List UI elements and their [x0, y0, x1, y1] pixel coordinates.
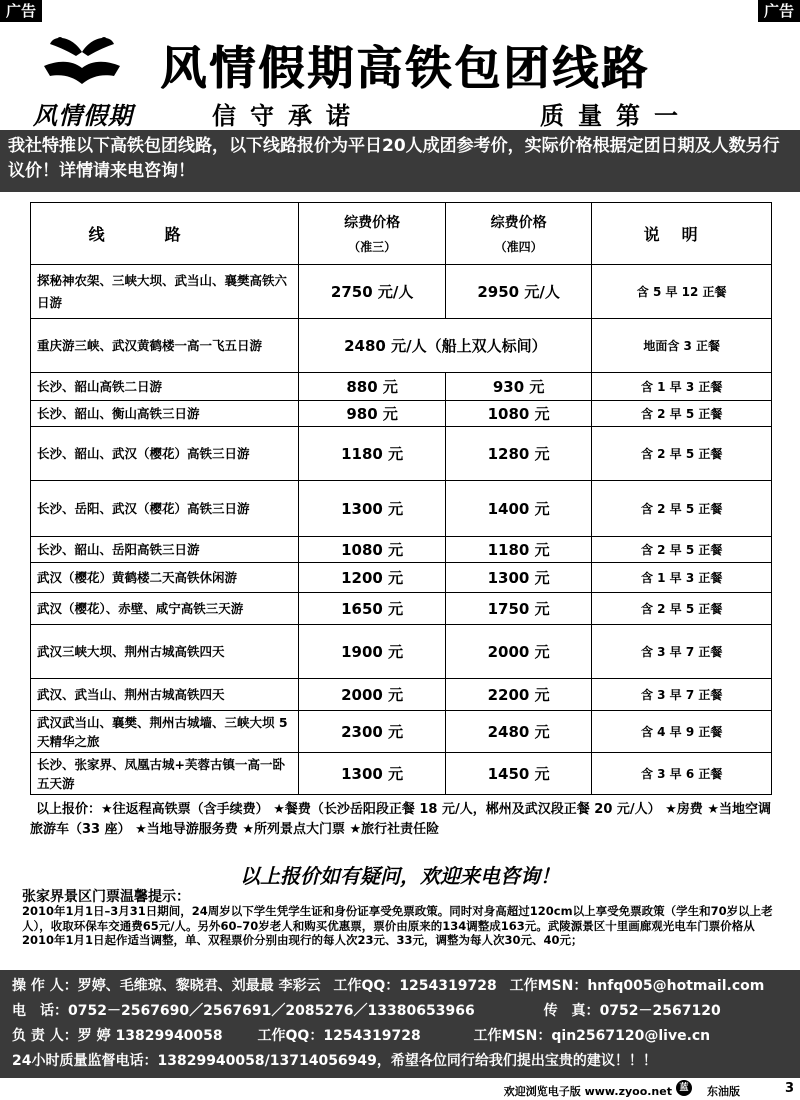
table-row: [31, 481, 772, 537]
note-cell: 地面含 3 正餐: [592, 319, 772, 373]
price3-cell: 1300 元: [299, 481, 445, 537]
route-cell: 重庆游三峡、武汉黄鹤楼一高一飞五日游: [31, 319, 299, 373]
route-cell: 长沙、韶山、岳阳高铁三日游: [31, 537, 299, 563]
qq-number: 1254319728: [399, 978, 497, 994]
route-cell: 长沙、韶山、武汉（樱花）高铁三日游: [31, 427, 299, 481]
msn-address: hnfq005@hotmail.com: [587, 978, 765, 994]
price3-cell: 1080 元: [299, 537, 445, 563]
table-row: [31, 401, 772, 427]
note-cell: 含 2 早 5 正餐: [592, 401, 772, 427]
table-row: [31, 753, 772, 795]
price-merged-cell: 2480 元/人（船上双人标间）: [299, 319, 592, 373]
includes-text: ★往返程高铁票（含手续费） ★餐费（长沙岳阳段正餐 18 元/人，郴州及武汉段正餐 20 元/人） ★房费 ★当地空调旅游车（33 座） ★当地导游服务费 ★所列景点大门票 ★旅行社责任险: [30, 802, 771, 837]
route-cell: 长沙、韶山高铁二日游: [31, 373, 299, 401]
price3-cell: 1650 元: [299, 593, 445, 625]
note-cell: 含 3 早 6 正餐: [592, 753, 772, 795]
contact-panel: [0, 970, 800, 1078]
contact-row-manager: 负 责 人：罗 婷 13829940058 工作QQ：1254319728 工作MSN：qin2567120@live.cn: [12, 1028, 711, 1044]
price3-cell: 2000 元: [299, 679, 445, 711]
price3-cell: 1200 元: [299, 563, 445, 593]
qq-number: 1254319728: [323, 1028, 421, 1044]
price4-cell: 1750 元: [445, 593, 591, 625]
price-table: [30, 202, 772, 795]
note-header: 说明: [592, 203, 772, 265]
website-text: 欢迎浏览电子版 www.zyoo.net: [503, 1085, 672, 1098]
note-cell: 含 4 早 9 正餐: [592, 711, 772, 753]
ad-label-left: 广告: [0, 0, 42, 22]
includes-list: [30, 800, 772, 840]
contact-row-phone: 电 话：0752－2567690／2567691／2085276／13380653966 传 真：0752－2567120: [12, 1003, 721, 1019]
note-cell: 含 2 早 5 正餐: [592, 481, 772, 537]
price4-cell: 1280 元: [445, 427, 591, 481]
brand-logo-text: 风情假期: [33, 101, 133, 130]
includes-lead: 以上报价：: [36, 802, 102, 817]
note-cell: 含 2 早 5 正餐: [592, 593, 772, 625]
note-cell: 含 3 早 7 正餐: [592, 679, 772, 711]
note-cell: 含 1 早 3 正餐: [592, 563, 772, 593]
page-title: 风情假期高铁包团线路: [160, 41, 650, 95]
route-cell: 探秘神农架、三峡大坝、武当山、襄樊高铁六日游: [31, 265, 299, 319]
edition-label: 东油版: [707, 1085, 740, 1098]
table-row: [31, 593, 772, 625]
price3-cell: 980 元: [299, 401, 445, 427]
contact-row-operators: 操 作 人：罗婷、毛维琼、黎晓君、刘最最 李彩云 工作QQ：1254319728 工作MSN：hnfq005@hotmail.com: [12, 978, 765, 994]
table-row: [31, 711, 772, 753]
route-header: 线路: [31, 203, 299, 265]
price4-cell: 2950 元/人: [445, 265, 591, 319]
price4-cell: 2480 元: [445, 711, 591, 753]
table-row: [31, 679, 772, 711]
note-cell: 含 2 早 5 正餐: [592, 427, 772, 481]
table-row: [31, 563, 772, 593]
ad-label-right: 广告: [758, 0, 800, 22]
header: [0, 18, 800, 130]
msn-address: qin2567120@live.cn: [551, 1028, 711, 1044]
route-cell: 长沙、岳阳、武汉（樱花）高铁三日游: [31, 481, 299, 537]
handshake-butterfly-icon: [36, 30, 128, 92]
table-row: [31, 537, 772, 563]
slogan-right: 质量第一: [540, 102, 692, 130]
price4-cell: 1300 元: [445, 563, 591, 593]
fax-number: 0752－2567120: [599, 1003, 721, 1019]
price4-cell: 2000 元: [445, 625, 591, 679]
price4-cell: 1180 元: [445, 537, 591, 563]
price3-cell: 1300 元: [299, 753, 445, 795]
manager: 罗 婷 13829940058: [77, 1028, 223, 1044]
table-row: [31, 427, 772, 481]
route-cell: 长沙、韶山、衡山高铁三日游: [31, 401, 299, 427]
route-cell: 武汉（樱花）黄鹤楼二天高铁休闲游: [31, 563, 299, 593]
price4-cell: 1400 元: [445, 481, 591, 537]
price4-header: 综费价格 （准四）: [445, 203, 591, 265]
zjj-notice-title: 张家界景区门票温馨提示：: [22, 889, 190, 905]
page-footer: [0, 1078, 800, 1100]
route-cell: 武汉武当山、襄樊、荆州古城墙、三峡大坝 5 天精华之旅: [31, 711, 299, 753]
brand-logo: [18, 30, 148, 130]
price3-cell: 1180 元: [299, 427, 445, 481]
route-cell: 武汉三峡大坝、荆州古城高铁四天: [31, 625, 299, 679]
price4-cell: 1450 元: [445, 753, 591, 795]
phone-numbers: 0752－2567690／2567691／2085276／13380653966: [68, 1003, 475, 1019]
route-cell: 武汉（樱花）、赤壁、咸宁高铁三天游: [31, 593, 299, 625]
route-cell: 武汉、武当山、荆州古城高铁四天: [31, 679, 299, 711]
table-row: [31, 373, 772, 401]
price4-cell: 1080 元: [445, 401, 591, 427]
note-cell: 含 5 早 12 正餐: [592, 265, 772, 319]
price3-header: 综费价格 （准三）: [299, 203, 445, 265]
table-row: [31, 265, 772, 319]
slogan-left: 信守承诺: [212, 102, 364, 130]
price3-cell: 880 元: [299, 373, 445, 401]
hotline: 24小时质量监督电话：13829940058/13714056949，希望各位同行给我们提出宝贵的建议！！！: [12, 1053, 657, 1069]
price3-cell: 2750 元/人: [299, 265, 445, 319]
intro-banner: 我社特推以下高铁包团线路，以下线路报价为平日20人成团参考价，实际价格根据定团日期及人数另行议价！详情请来电咨询！: [0, 130, 800, 192]
price4-cell: 2200 元: [445, 679, 591, 711]
consult-line: 以上报价如有疑问，欢迎来电咨询！: [240, 864, 560, 888]
operators: 罗婷、毛维琼、黎晓君、刘最最 李彩云: [77, 978, 321, 994]
price3-cell: 2300 元: [299, 711, 445, 753]
zjj-notice-text: 2010年1月1日–3月31日期间，24周岁以下学生凭学生证和身份证享受免票政策。同时对身高超过120cm以上享受免票政策（学生和70岁以上老人），收取环保车交通费65元/人。另外60–70岁老人和购买优惠票，票价由原来的134调整成163元。武陵源景区十里画廊观光电车门票价格从2010年1月1日起作适当调整，单、双程票价分别由现行的每人次23元、33元，调整为每人次30元、40元；: [22, 904, 773, 947]
note-cell: 含 2 早 5 正餐: [592, 537, 772, 563]
edition-badge-icon: 蓝: [676, 1080, 692, 1096]
price3-cell: 1900 元: [299, 625, 445, 679]
note-cell: 含 3 早 7 正餐: [592, 625, 772, 679]
route-cell: 长沙、张家界、凤凰古城+芙蓉古镇一高一卧五天游: [31, 753, 299, 795]
price4-cell: 930 元: [445, 373, 591, 401]
table-row: [31, 625, 772, 679]
note-cell: 含 1 早 3 正餐: [592, 373, 772, 401]
page-number: 3: [784, 1081, 794, 1096]
table-row: [31, 319, 772, 373]
